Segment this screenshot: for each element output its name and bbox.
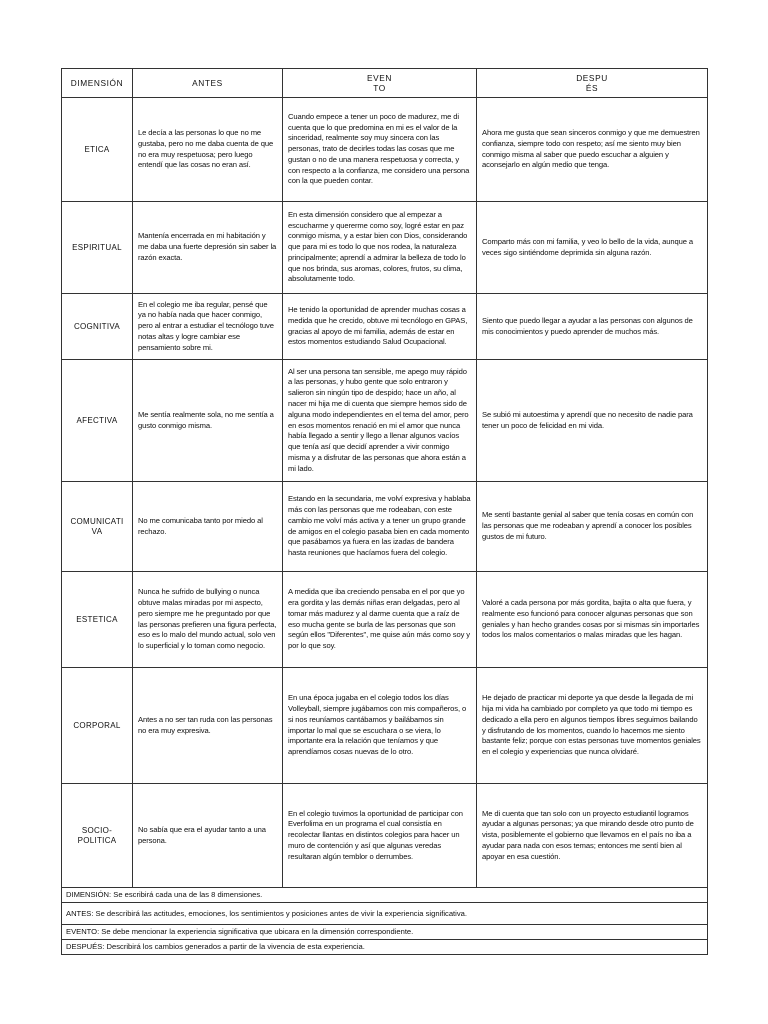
table-row: [62, 202, 708, 294]
cell-antes: Antes a no ser tan ruda con las personas no era muy expresiva.: [133, 668, 283, 784]
cell-antes: Nunca he sufrido de bullying o nunca obtuve malas miradas por mi aspecto, pero siempre me he preguntado por que las personas prefieren una figura perfecta, eso es lo malo del mundo actual, solo ven lo superficial y lo toman como negocio.: [133, 572, 283, 668]
cell-despues: Me sentí bastante genial al saber que tenía cosas en común con las personas que me rodeaban y aprendí a conocer los posibles gustos de mi futuro.: [477, 482, 708, 572]
cell-dimension: COMUNICATI VA: [62, 482, 133, 572]
cell-despues: Siento que puedo llegar a ayudar a las personas con algunos de mis conocimientos y puedo aprender de muchos más.: [477, 294, 708, 360]
cell-despues: Ahora me gusta que sean sinceros conmigo y que me demuestren confianza, siempre todo con respeto; así me siento muy bien conmigo misma al saber que puedo escuchar a alguien y aconsejarlo en algún medio que tenga.: [477, 98, 708, 202]
header-row: [62, 69, 708, 98]
cell-evento: En una época jugaba en el colegio todos los días Volleyball, siempre jugábamos con mis compañeros, o si nos reuníamos cantábamos y bailábamos sin importar lo mal que se escuchara o se viera, lo importante era la relación que teníamos y que aprendíamos cosas nuevas de lo otro.: [283, 668, 477, 784]
header-dimension: DIMENSIÓN: [62, 69, 133, 98]
cell-despues: He dejado de practicar mi deporte ya que desde la llegada de mi hija mi vida ha cambiado por completo ya que todo mi tiempo es dedicado a ella pero en algunos tiempos libres seguimos bailando y disfrutando de los momentos, cuando lo hacemos me siento bastante feliz; porque con estas personas tuve momentos geniales en el colegio y experiencias que nunca olvidaré.: [477, 668, 708, 784]
cell-antes: Le decía a las personas lo que no me gustaba, pero no me daba cuenta de que no era muy respetuosa; pero luego entendí que las cosas no eran así.: [133, 98, 283, 202]
cell-despues: Valoré a cada persona por más gordita, bajita o alta que fuera, y realmente eso funcionó para conocer algunas personas que son geniales y han hecho grandes cosas por si mismas sin importarles todos los malos comentarios o malas miradas que les hagan.: [477, 572, 708, 668]
cell-evento: Al ser una persona tan sensible, me apego muy rápido a las personas, y hubo gente que solo entraron y salieron sin ningún tipo de despido; hace un año, al nacer mi hija me di cuenta que siempre hemos sido de alguna modo independientes en el tema del amor, pero en esos momentos renació en mi el amor que nunca había llegado a sentir y llego a llenar algunos vacíos que tenía así que decidí aprender a vivir conmigo misma y a disfrutar de las personas que ahora están a mi lado.: [283, 360, 477, 482]
footer-note-despues: DESPUÉS: Describirá los cambios generados a partir de la vivencia de esta experiencia.: [62, 940, 708, 955]
cell-dimension: COGNITIVA: [62, 294, 133, 360]
header-evento: EVEN TO: [283, 69, 477, 98]
cell-dimension: CORPORAL: [62, 668, 133, 784]
cell-evento: Cuando empece a tener un poco de madurez, me di cuenta que lo que predomina en mi es el valor de la sinceridad, realmente soy muy sincera con las personas, trato de decirles todas las cosas que me gustan o no de una manera respetuosa y correcta, y con respecto a la confianza, me considero una persona con la que pueden contar.: [283, 98, 477, 202]
table-row: [62, 482, 708, 572]
cell-antes: Mantenía encerrada en mi habitación y me daba una fuerte depresión sin saber la razón exacta.: [133, 202, 283, 294]
cell-evento: En el colegio tuvimos la oportunidad de participar con Everfolima en un programa el cual consistía en recolectar llantas en distintos colegios para hacer un muro de contención y así que algunas veredas resultaran algún temblor o derrumbes.: [283, 784, 477, 888]
table-row: [62, 668, 708, 784]
cell-dimension: ESTETICA: [62, 572, 133, 668]
footer-row: [62, 940, 708, 955]
table-row: [62, 294, 708, 360]
footer-note-evento: EVENTO: Se debe mencionar la experiencia significativa que ubicara en la dimensión correspondiente.: [62, 925, 708, 940]
footer-row: [62, 903, 708, 925]
cell-antes: No me comunicaba tanto por miedo al rechazo.: [133, 482, 283, 572]
header-antes: ANTES: [133, 69, 283, 98]
header-despues: DESPU ÉS: [477, 69, 708, 98]
table-row: [62, 784, 708, 888]
cell-evento: He tenido la oportunidad de aprender muchas cosas a medida que he crecido, obtuve mi tecnólogo en GPAS, gracias al apoyo de mi familia, además de estar en estos momentos estudiando Salud Ocupacional.: [283, 294, 477, 360]
table-row: [62, 572, 708, 668]
footer-note-antes: ANTES: Se describirá las actitudes, emociones, los sentimientos y posiciones antes de vivir la experiencia significativa.: [62, 903, 708, 925]
cell-dimension: ESPIRITUAL: [62, 202, 133, 294]
footer-row: [62, 888, 708, 903]
document-page: [61, 68, 707, 955]
cell-dimension: ETICA: [62, 98, 133, 202]
cell-evento: Estando en la secundaria, me volví expresiva y hablaba más con las personas que me rodeaban, con este cambio me volví más activa y a tener un grupo grande de amigos en el colegio pasaba bien en cada momento que pasábamos ya fuera en las izadas de bandera hasta reuniones que hacíamos fuera del colegio.: [283, 482, 477, 572]
dimension-table: [61, 68, 708, 955]
table-row: [62, 360, 708, 482]
cell-despues: Comparto más con mi familia, y veo lo bello de la vida, aunque a veces sigo sintiéndome deprimida sin alguna razón.: [477, 202, 708, 294]
cell-evento: A medida que iba creciendo pensaba en el por que yo era gordita y las demás niñas eran delgadas, pero al tomar más madurez y al darme cuenta que a raíz de eso mucha gente se burla de las personas que son según ellos "Diferentes", me quise aún más como soy y por lo que soy.: [283, 572, 477, 668]
cell-despues: Se subió mi autoestima y aprendí que no necesito de nadie para tener un poco de felicidad en mi vida.: [477, 360, 708, 482]
cell-antes: No sabía que era el ayudar tanto a una persona.: [133, 784, 283, 888]
cell-antes: En el colegio me iba regular, pensé que ya no había nada que hacer conmigo, pero al entrar a estudiar el tecnólogo tuve notas altas y logre cambiar ese pensamiento sobre mi.: [133, 294, 283, 360]
cell-despues: Me di cuenta que tan solo con un proyecto estudiantil logramos ayudar a algunas personas; ya que mirando desde otro punto de vista, posiblemente el gobierno que llevamos en el país no iba a ayudar para nada con esos temas; entonces me sentí bien al apoyar en esa cuestión.: [477, 784, 708, 888]
cell-dimension: SOCIO- POLITICA: [62, 784, 133, 888]
footer-row: [62, 925, 708, 940]
footer-note-dimension: DIMENSIÓN: Se escribirá cada una de las 8 dimensiones.: [62, 888, 708, 903]
table-row: [62, 98, 708, 202]
cell-evento: En esta dimensión considero que al empezar a escucharme y quererme como soy, logré estar en paz conmigo misma, y a estar bien con Dios, considerando que para mi es todo lo que nos rodea, la naturaleza principalmente; aprendí a admirar la belleza de todo lo que nos brinda, sus aromas, colores, frutos, su clima, absolutamente todo.: [283, 202, 477, 294]
cell-dimension: AFECTIVA: [62, 360, 133, 482]
cell-antes: Me sentía realmente sola, no me sentía a gusto conmigo misma.: [133, 360, 283, 482]
